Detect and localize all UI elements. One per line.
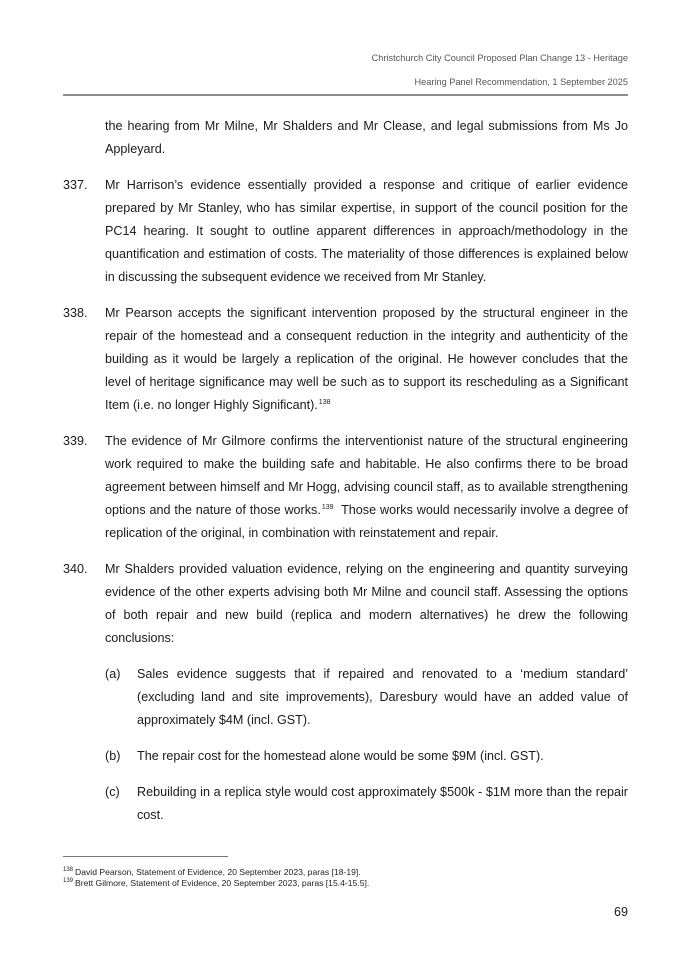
paragraph-text-wrapper xyxy=(105,430,632,545)
paragraph-number: 339. xyxy=(63,434,88,448)
list-item-label: (b) xyxy=(105,749,121,763)
paragraph-text: Mr Shalders provided valuation evidence, relying on the engineering and quantity surveying evidence of the other experts advising both Mr Milne and council staff. Assessing the options of both repair and new build (replica and modern alternatives) he drew the following conclusions: xyxy=(105,562,628,645)
paragraph-text: Mr Harrison’s evidence essentially provided a response and critique of earlier evidence prepared by Mr Stanley, who has similar expertise, in support of the council position for the PC14 hearing. It sought to outline apparent differences in approach/methodology in the quantification and estimation of costs. The materiality of those differences is explained below in discussing the subsequent evidence we received from Mr Stanley. xyxy=(105,178,628,284)
header-document-subtitle: Hearing Panel Recommendation, 1 September 2025 xyxy=(414,77,628,87)
list-item xyxy=(105,663,628,732)
list-item-label: (a) xyxy=(105,667,121,681)
paragraph-text-wrapper xyxy=(105,302,628,417)
list-item-text: Rebuilding in a replica style would cost approximately $500k - $1M more than the repair cost. xyxy=(137,785,628,822)
footnote-139 xyxy=(63,878,369,889)
paragraph-340 xyxy=(63,558,628,650)
footnotes xyxy=(63,867,369,889)
paragraph-text: Mr Pearson accepts the significant intervention proposed by the structural engineer in the repair of the homestead and a consequent reduction in the integrity and authenticity of the building as it would be largely a replication of the original. He however concludes that the level of heritage significance may well be such as to support its rescheduling as a Significant Item (i.e. no longer Highly Significant). xyxy=(105,306,628,412)
footnote-text: Brett Gilmore, Statement of Evidence, 20 September 2023, paras [15.4-15.5]. xyxy=(75,878,370,888)
header-document-title: Christchurch City Council Proposed Plan Change 13 - Heritage xyxy=(371,53,628,63)
document-body xyxy=(63,115,632,840)
paragraph-number: 337. xyxy=(63,178,88,192)
footnote-divider xyxy=(63,856,228,857)
paragraph-number: 340. xyxy=(63,562,88,576)
continued-paragraph: the hearing from Mr Milne, Mr Shalders and Mr Clease, and legal submissions from Ms Jo Appleyard. xyxy=(105,119,628,156)
footnote-text: David Pearson, Statement of Evidence, 20 September 2023, paras [18-19]. xyxy=(75,867,361,877)
list-item-text: The repair cost for the homestead alone would be some $9M (incl. GST). xyxy=(137,749,544,763)
footnote-number: 139 xyxy=(63,878,74,884)
list-item xyxy=(105,745,628,768)
list-item-text: Sales evidence suggests that if repaired and renovated to a ‘medium standard’ (excluding land and site improvements), Daresbury would have an added value of approximately $4M (incl. GST). xyxy=(137,667,628,727)
list-item-label: (c) xyxy=(105,785,120,799)
paragraph-337 xyxy=(63,174,628,289)
footnote-reference-139[interactable]: 139 xyxy=(321,504,334,511)
footnote-138 xyxy=(63,867,369,878)
page-header xyxy=(372,52,628,88)
conclusions-list xyxy=(63,663,628,827)
paragraph-338 xyxy=(63,302,628,417)
list-item xyxy=(105,781,628,827)
footnote-reference-138[interactable]: 138 xyxy=(318,399,331,406)
footnote-number: 138 xyxy=(63,867,74,873)
header-divider xyxy=(63,94,628,96)
paragraph-339 xyxy=(63,430,632,545)
paragraph-text: The evidence of Mr Gilmore confirms the interventionist nature of the structural engineering work required to make the building safe and habitable. He also confirms there to be broad agreement between himself and Mr Hogg, advising council staff, as to available strengthening options and the nature of those works. xyxy=(105,434,628,517)
paragraph-number: 338. xyxy=(63,306,88,320)
paragraph-text-continued: Those works would necessarily involve a degree of replication of the original, in combination with reinstatement and repair. xyxy=(105,503,632,540)
page-number: 69 xyxy=(613,905,628,919)
